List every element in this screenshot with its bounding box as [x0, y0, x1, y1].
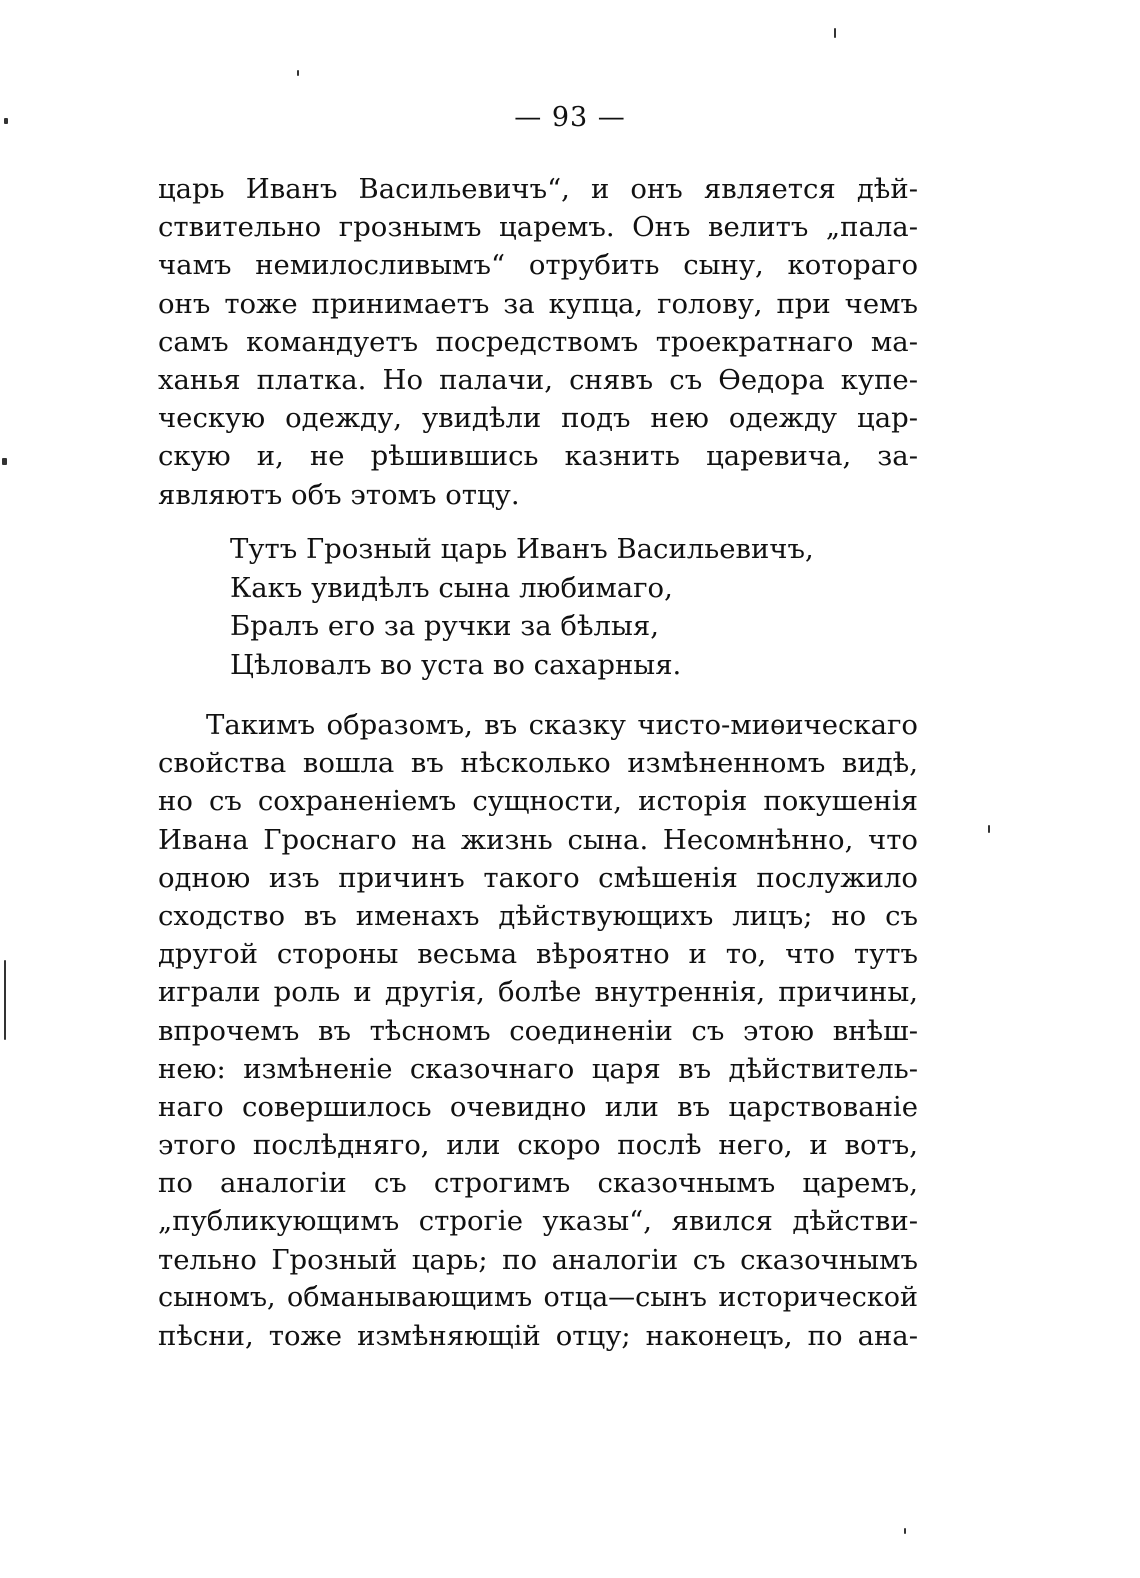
- text-line: ствительно грознымъ царемъ. Онъ велитъ „пала-: [158, 211, 918, 244]
- scan-speck: [4, 118, 8, 124]
- scan-speck: [834, 28, 836, 38]
- text-line: ческую одежду, увидѣли подъ нею одежду цар-: [158, 402, 918, 435]
- scan-speck: [2, 458, 7, 465]
- page-number: — 93 —: [514, 102, 626, 133]
- scan-speck: [4, 960, 6, 1040]
- verse-quote: [230, 530, 930, 684]
- text-line: сходство въ именахъ дѣйствующихъ лицъ; но съ: [158, 899, 918, 932]
- verse-line: Какъ увидѣлъ сына любимаго,: [230, 571, 673, 604]
- text-line: онъ тоже принимаетъ за купца, голову, при чемъ: [158, 287, 918, 320]
- text-line: Ивана Гроснаго на жизнь сына. Несомнѣнно, что: [158, 823, 918, 856]
- verse-line: Тутъ Грозный царь Иванъ Васильевичъ,: [230, 533, 814, 565]
- paragraph-2: [158, 706, 918, 1355]
- text-line: этого послѣдняго, или скоро послѣ него, и вотъ,: [158, 1129, 918, 1162]
- verse-line: Бралъ его за ручки за бѣлыя,: [230, 610, 659, 642]
- text-line: одною изъ причинъ такого смѣшенія послужило: [158, 861, 918, 894]
- text-line: самъ командуетъ посредствомъ троекратнаго ма-: [158, 325, 918, 358]
- text-line: свойства вошла въ нѣсколько измѣненномъ видѣ,: [158, 747, 918, 780]
- text-line: другой стороны весьма вѣроятно и то, что тутъ: [158, 938, 918, 971]
- text-line: сыномъ, обманывающимъ отца—сынъ исторической: [158, 1281, 918, 1313]
- scan-speck: [988, 825, 990, 833]
- text-line: по аналогіи съ строгимъ сказочнымъ царемъ,: [158, 1167, 918, 1200]
- text-line: чамъ немилосливымъ“ отрубить сыну, котораго: [158, 249, 918, 282]
- text-line: скую и, не рѣшившись казнить царевича, за-: [158, 440, 918, 473]
- text-line: играли роль и другія, болѣе внутреннія, причины,: [158, 976, 918, 1009]
- scan-speck: [904, 1528, 906, 1534]
- text-line: впрочемъ въ тѣсномъ соединеніи съ этою внѣш-: [158, 1014, 918, 1047]
- text-line: но съ сохраненіемъ сущности, исторія покушенія: [158, 785, 918, 818]
- text-line: „публикующимъ строгіе указы“, явился дѣйстви-: [158, 1205, 918, 1238]
- scan-speck: [297, 70, 299, 76]
- text-line: ханья платка. Но палачи, снявъ съ Ѳедора купе-: [158, 363, 918, 396]
- paragraph-1: [158, 170, 918, 514]
- text-line: царь Иванъ Васильевичъ“, и онъ является дѣй-: [158, 173, 918, 205]
- text-line: нею: измѣненіе сказочнаго царя въ дѣйствитель-: [158, 1052, 918, 1085]
- text-line: являютъ объ этомъ отцу.: [158, 478, 520, 511]
- verse-line: Цѣловалъ во уста во сахарныя.: [230, 648, 682, 681]
- text-line: Такимъ образомъ, въ сказку чисто-миѳическаго: [206, 709, 918, 741]
- text-line: пѣсни, тоже измѣняющій отцу; наконецъ, по ана-: [158, 1320, 918, 1352]
- text-line: тельно Грозный царь; по аналогіи съ сказочнымъ: [158, 1243, 918, 1276]
- text-line: наго совершилось очевидно или въ царствованіе: [158, 1090, 918, 1123]
